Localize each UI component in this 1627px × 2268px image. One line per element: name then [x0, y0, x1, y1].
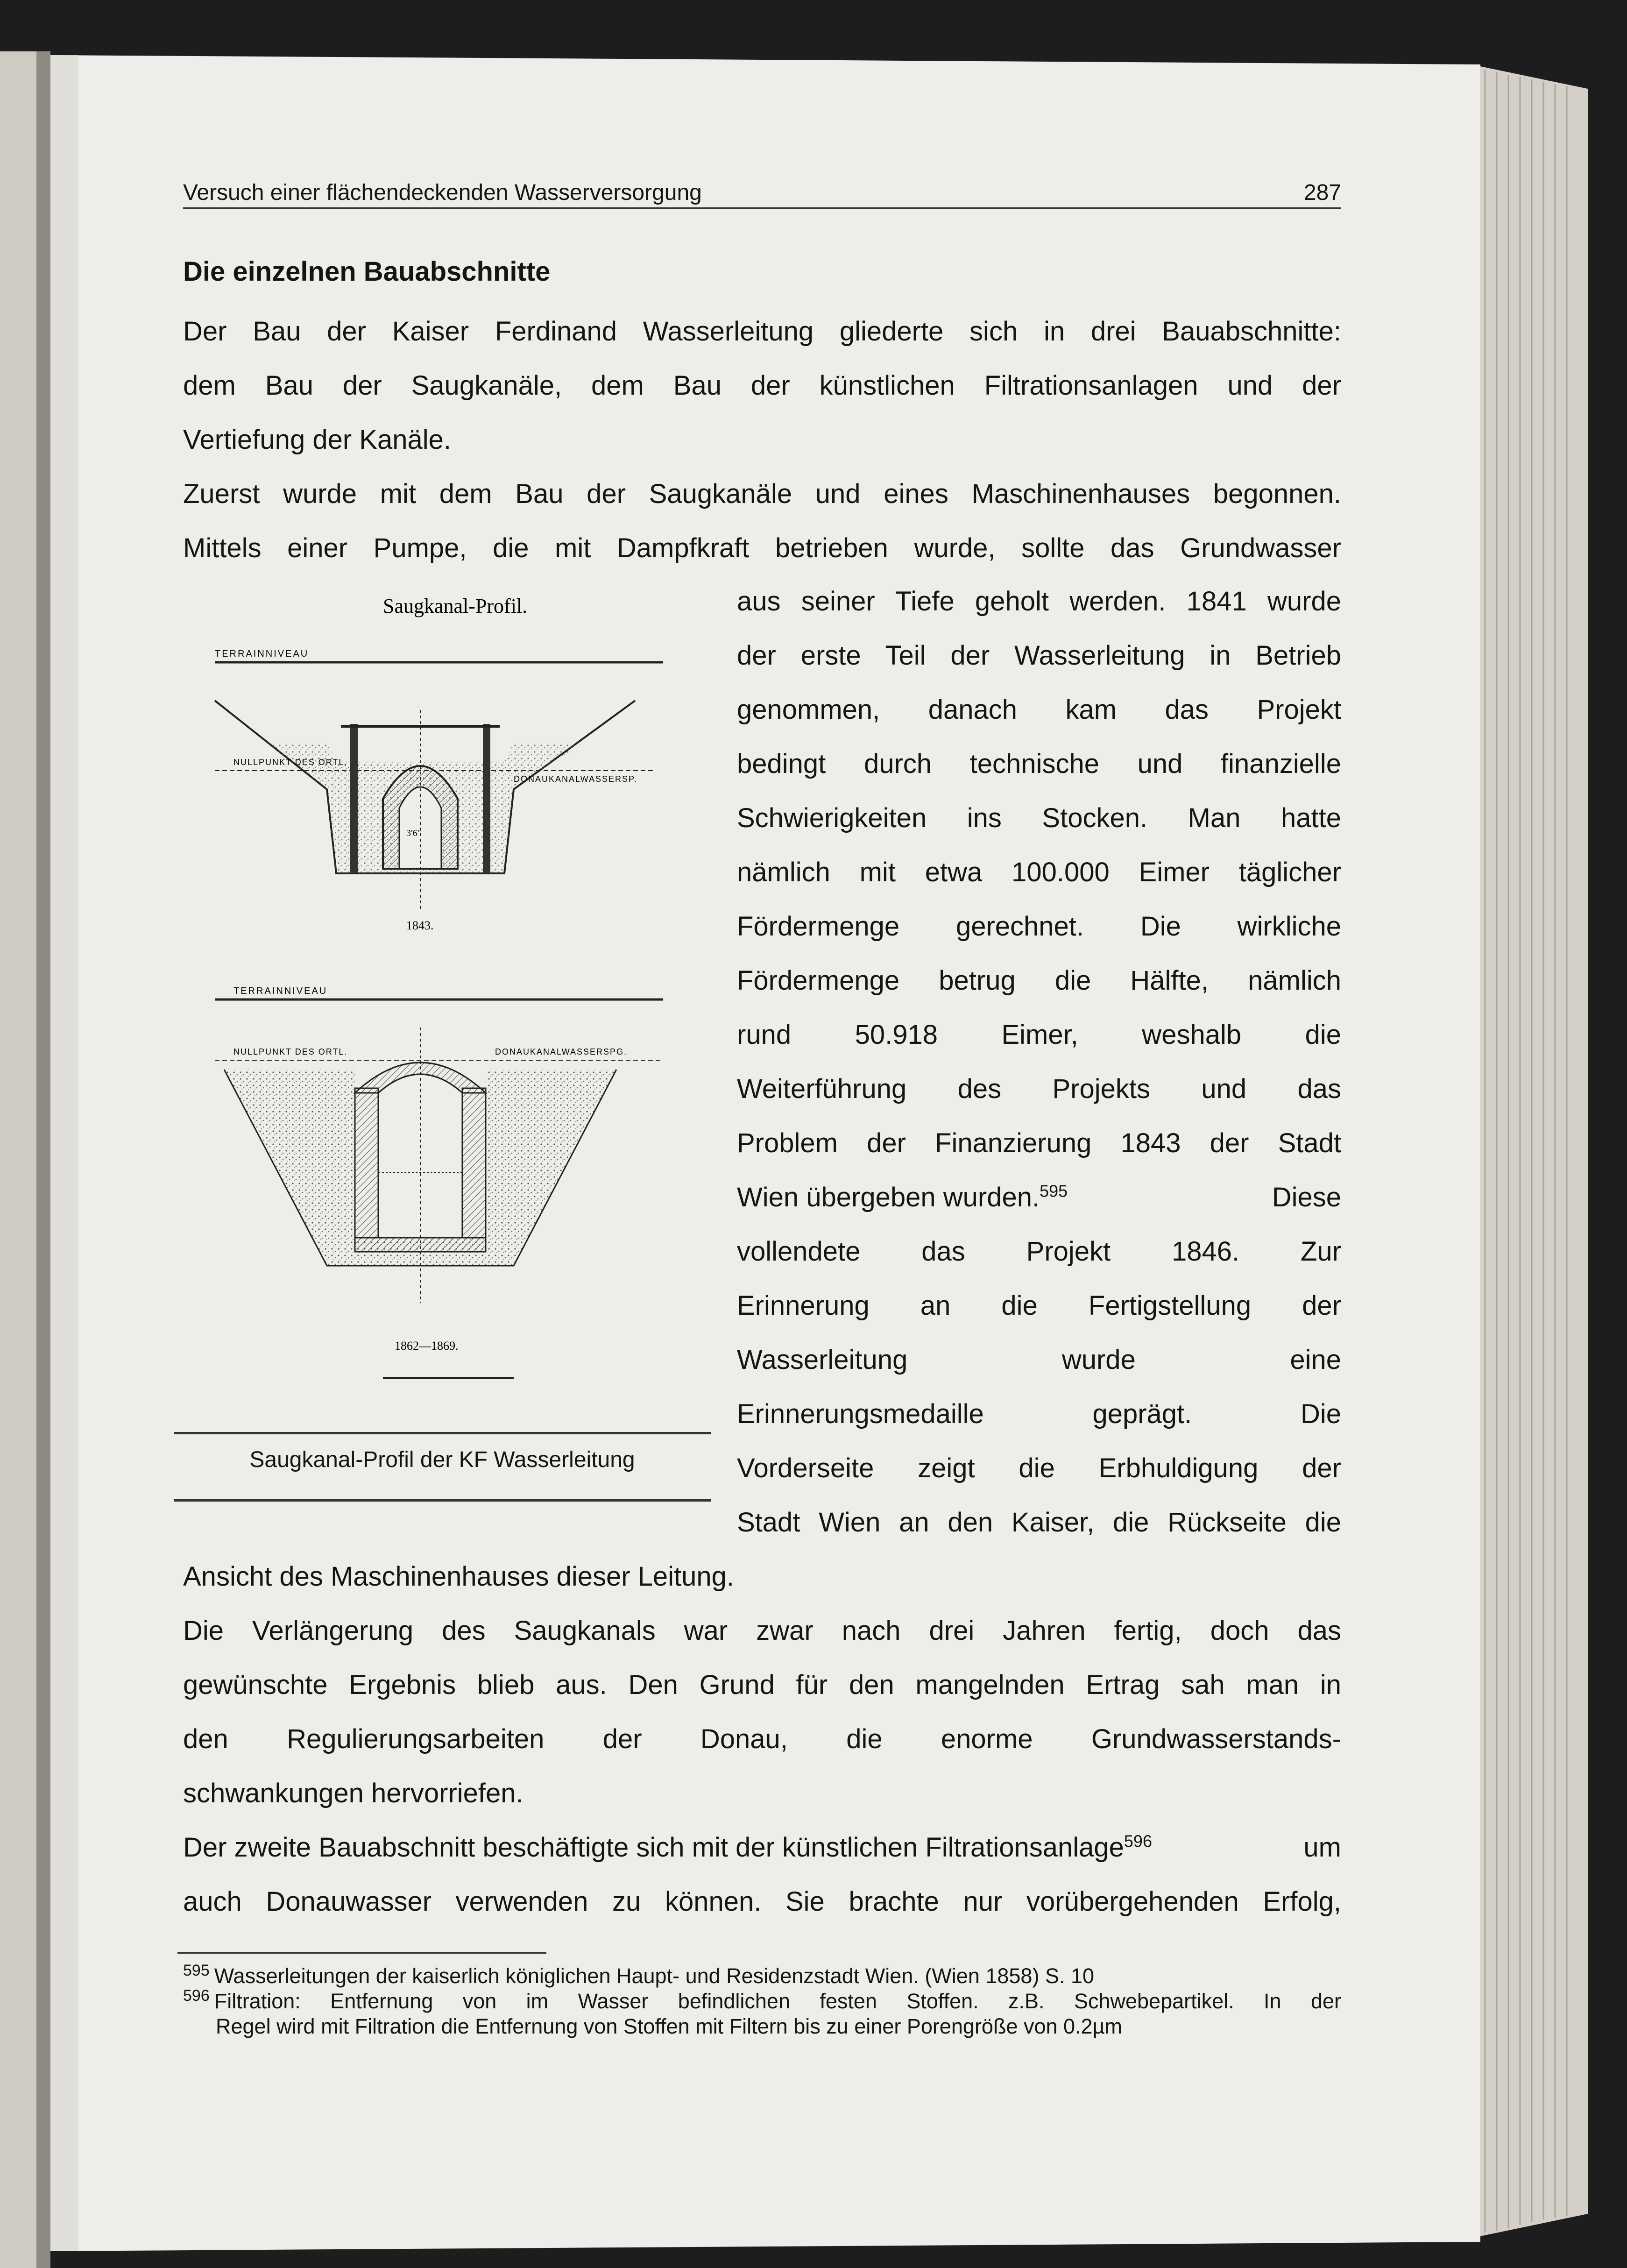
- paragraph-line: dem Bau der Saugkanäle, dem Bau der künstlichen Filtrationsanlagen und der: [183, 370, 1341, 401]
- frame-post: [483, 724, 490, 873]
- column-line: genommen, danach kam das Projekt: [737, 695, 1341, 725]
- column-line: der erste Teil der Wasserleitung in Betrieb: [737, 640, 1341, 671]
- paragraph-line: gewünschte Ergebnis blieb aus. Den Grund für den mangelnden Ertrag sah man in: [183, 1670, 1341, 1700]
- paragraph-line: auch Donauwasser verwenden zu können. Sie brachte nur vorübergehenden Erfolg,: [183, 1886, 1341, 1917]
- paragraph-line: schwankungen hervorriefen.: [183, 1778, 523, 1808]
- paragraph-line: den Regulierungsarbeiten der Donau, die enorme Grundwasserstands-: [183, 1724, 1341, 1754]
- footnote-text: Filtration: Entfernung von im Wasser befindlichen festen Stoffen. z.B. Schwebepartikel. In der: [214, 1989, 1341, 2013]
- footnote-ref-596[interactable]: 596: [1124, 1831, 1152, 1851]
- column-line: aus seiner Tiefe geholt werden. 1841 wurde: [737, 586, 1341, 617]
- section-heading: Die einzelnen Bauabschnitte: [183, 256, 551, 287]
- footnote-ref-595[interactable]: 595: [1040, 1181, 1068, 1201]
- running-header: [183, 180, 1341, 206]
- paragraph-line: Zuerst wurde mit dem Bau der Saugkanäle und eines Maschinenhauses begonnen.: [183, 479, 1341, 509]
- footnote-number: 595: [183, 1962, 210, 1979]
- profile-drawing: [187, 593, 710, 1415]
- paragraph-line: Vertiefung der Kanäle.: [183, 425, 451, 455]
- footnote-separator: [177, 1952, 546, 1954]
- column-line-text: [737, 1170, 1068, 1225]
- column-line: Wasserleitung wurde eine: [737, 1345, 1341, 1375]
- column-line: Fördermenge gerechnet. Die wirkliche: [737, 911, 1341, 942]
- column-line: Weiterführung des Projekts und das: [737, 1074, 1341, 1104]
- zero-label: NULLPUNKT DES ORTL.: [233, 758, 348, 767]
- caption-rule-bottom: [174, 1499, 711, 1502]
- column-line: Schwierigkeiten ins Stocken. Man hatte: [737, 803, 1341, 833]
- running-title: Versuch einer flächendeckenden Wasserversorgung: [183, 180, 702, 205]
- vault-wall: [462, 1088, 486, 1238]
- paragraph-line: Mittels einer Pumpe, die mit Dampfkraft betrieben wurde, sollte das Grundwasser: [183, 533, 1341, 563]
- figure-saugkanal-profil: [187, 593, 710, 1415]
- figure-caption: Saugkanal-Profil der KF Wasserleitung: [249, 1447, 635, 1472]
- footnote-text: Wasserleitungen der kaiserlich königlichen Haupt- und Residenzstadt Wien. (Wien 1858) S. 10: [214, 1964, 1095, 1988]
- zero-label: NULLPUNKT DES ORTL.: [233, 1047, 348, 1056]
- column-line: Stadt Wien an den Kaiser, die Rückseite die: [737, 1507, 1341, 1538]
- vault-floor: [355, 1238, 486, 1252]
- column-line: Vorderseite zeigt die Erbhuldigung der: [737, 1453, 1341, 1483]
- column-line-with-footnote: [737, 1170, 1341, 1225]
- column-line: Erinnerung an die Fertigstellung der: [737, 1290, 1341, 1321]
- column-line: Erinnerungsmedaille geprägt. Die: [737, 1399, 1341, 1429]
- paragraph-line-with-footnote: [183, 1821, 1341, 1875]
- paragraph-line-end: um: [1303, 1832, 1341, 1863]
- paragraph-line: Die Verlängerung des Saugkanals war zwar nach drei Jahren fertig, doch das: [183, 1616, 1341, 1646]
- column-line-start: Wien übergeben wurden.: [737, 1182, 1040, 1212]
- page-number: 287: [1303, 180, 1341, 205]
- paragraph-line: Ansicht des Maschinenhauses dieser Leitung.: [183, 1561, 735, 1592]
- footnote-596: [183, 1989, 1341, 2014]
- column-line: rund 50.918 Eimer, weshalb die: [737, 1020, 1341, 1050]
- paragraph-line-text: [183, 1821, 1152, 1875]
- column-line: vollendete das Projekt 1846. Zur: [737, 1236, 1341, 1267]
- figure-title: Saugkanal-Profil.: [383, 595, 528, 617]
- paragraph-line: Der Bau der Kaiser Ferdinand Wasserleitung gliederte sich in drei Bauabschnitte:: [183, 316, 1341, 347]
- frame-post: [350, 724, 358, 873]
- donau-label: DONAUKANALWASSERSPG.: [495, 1047, 628, 1056]
- footnote-595: [183, 1963, 1341, 1989]
- column-line: Fördermenge betrug die Hälfte, nämlich: [737, 965, 1341, 996]
- year-label: 1843.: [406, 919, 434, 932]
- header-rule: [183, 207, 1341, 209]
- column-line-end: Diese: [1272, 1182, 1341, 1212]
- donau-label: DONAUKANALWASSERSP.: [514, 774, 637, 784]
- column-line: bedingt durch technische und finanzielle: [737, 749, 1341, 779]
- paragraph-line-start: Der zweite Bauabschnitt beschäftigte sich mit der künstlichen Filtrationsanlage: [183, 1832, 1124, 1863]
- width-label: 3'6": [406, 828, 421, 838]
- terrain-label: TERRAINNIVEAU: [233, 986, 328, 996]
- column-line: nämlich mit etwa 100.000 Eimer täglicher: [737, 857, 1341, 887]
- terrain-label: TERRAINNIVEAU: [215, 649, 309, 659]
- caption-rule-top: [174, 1432, 711, 1434]
- column-line: Problem der Finanzierung 1843 der Stadt: [737, 1128, 1341, 1158]
- footnote-number: 596: [183, 1987, 210, 2005]
- year-label: 1862—1869.: [395, 1339, 459, 1353]
- footnote-596-continued: Regel wird mit Filtration die Entfernung von Stoffen mit Filtern bis zu einer Porengröße von 0.2µm: [216, 2014, 1122, 2038]
- vault-wall: [355, 1088, 378, 1238]
